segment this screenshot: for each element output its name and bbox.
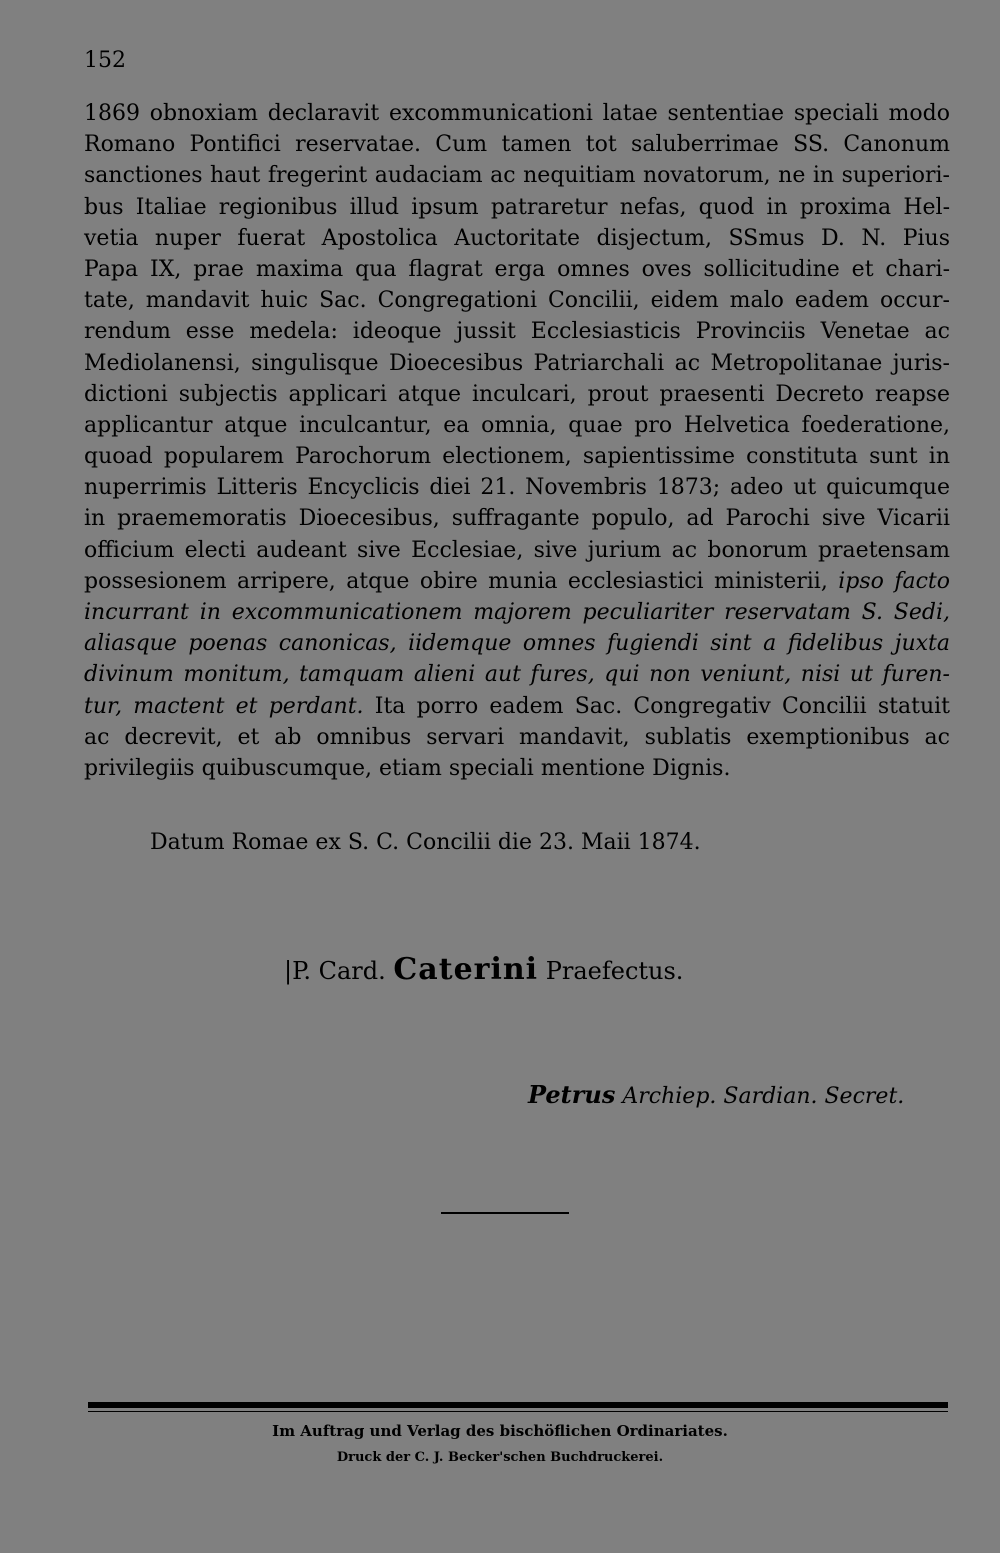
text-line: sanctiones haut fregerint audaciam ac nequitiam novatorum, ne in superiori-	[84, 163, 950, 189]
text-line: Mediolanensi, singulisque Dioecesibus Patriarchali ac Metropolitanae juris-	[84, 350, 950, 376]
secretary-title: Archiep. Sardian. Secret.	[622, 1084, 905, 1109]
text-line: nuperrimis Litteris Encyclicis diei 21. Novembris 1873; adeo ut quicumque	[84, 475, 950, 501]
italic-line: incurrant in excommunicationem majorem peculiariter reservatam S. Sedi,	[84, 600, 950, 625]
text-line: Papa IX, prae maxima qua flagrat erga omnes oves sollicitudine et chari-	[84, 256, 950, 282]
text-line: applicantur atque inculcantur, ea omnia, quae pro Helvetica foederatione,	[84, 412, 950, 438]
text-line: vetia nuper fuerat Apostolica Auctoritate disjectum, SSmus D. N. Pius	[84, 225, 950, 251]
text-segment: Ita porro eadem Sac. Congregativ Concilii statuit	[374, 693, 950, 719]
footer-rule-thin	[88, 1411, 948, 1412]
text-line: tate, mandavit huic Sac. Congregationi Concilii, eidem malo eadem occur-	[84, 288, 950, 314]
text-line: dictioni subjectis applicari atque inculcari, prout praesenti Decreto reapse	[84, 381, 950, 407]
signature-prefix: |P. Card.	[284, 957, 386, 985]
text-line: rendum esse medela: ideoque jussit Ecclesiasticis Provinciis Venetae ac	[84, 319, 950, 345]
decree-text	[84, 98, 950, 784]
italic-line: divinum monitum, tamquam alieni aut fures, qui non veniunt, nisi ut furen-	[84, 662, 950, 688]
footer-rule	[88, 1402, 948, 1408]
text-line: Romano Pontifici reservatae. Cum tamen tot saluberrimae SS. Canonum	[84, 132, 950, 158]
text-line: 1869 obnoxiam declaravit excommunicationi latae sententiae speciali modo	[84, 101, 950, 126]
italic-segment: ipso facto	[838, 568, 950, 594]
divider	[441, 1212, 569, 1214]
signature-title: Praefectus.	[545, 957, 684, 985]
italic-line: aliasque poenas canonicas, iidemque omnes fugiendi sint a fidelibus juxta	[84, 631, 950, 657]
text-line: ac decrevit, et ab omnibus servari mandavit, sublatis exemptionibus ac	[84, 724, 950, 750]
text-line-mixed	[84, 566, 950, 597]
text-segment: possesionem arripere, atque obire munia ecclesiastici ministerii,	[84, 568, 828, 594]
signature-name: Caterini	[393, 952, 539, 987]
date-line: Datum Romae ex S. C. Concilii die 23. Maii 1874.	[150, 830, 701, 855]
text-line: officium electi audeant sive Ecclesiae, sive jurium ac bonorum praetensam	[84, 537, 950, 563]
text-line: quoad popularem Parochorum electionem, sapientissime constituta sunt in	[84, 444, 950, 470]
prefect-signature	[284, 952, 683, 987]
secretary-signature	[528, 1080, 904, 1109]
page-number: 152	[84, 48, 126, 73]
imprint-publisher: Im Auftrag und Verlag des bischöflichen Ordinariates.	[272, 1422, 728, 1440]
italic-segment: tur, mactent et perdant.	[84, 693, 364, 719]
secretary-name: Petrus	[528, 1080, 616, 1109]
imprint-printer: Druck der C. J. Becker'schen Buchdruckerei.	[336, 1450, 664, 1465]
text-line: in praememoratis Dioecesibus, suffragante populo, ad Parochi sive Vicarii	[84, 506, 950, 532]
text-line: privilegiis quibuscumque, etiam speciali mentione Dignis.	[84, 755, 731, 781]
text-line: bus Italiae regionibus illud ipsum patraretur nefas, quod in proxima Hel-	[84, 194, 950, 220]
text-line-mixed	[84, 691, 950, 722]
